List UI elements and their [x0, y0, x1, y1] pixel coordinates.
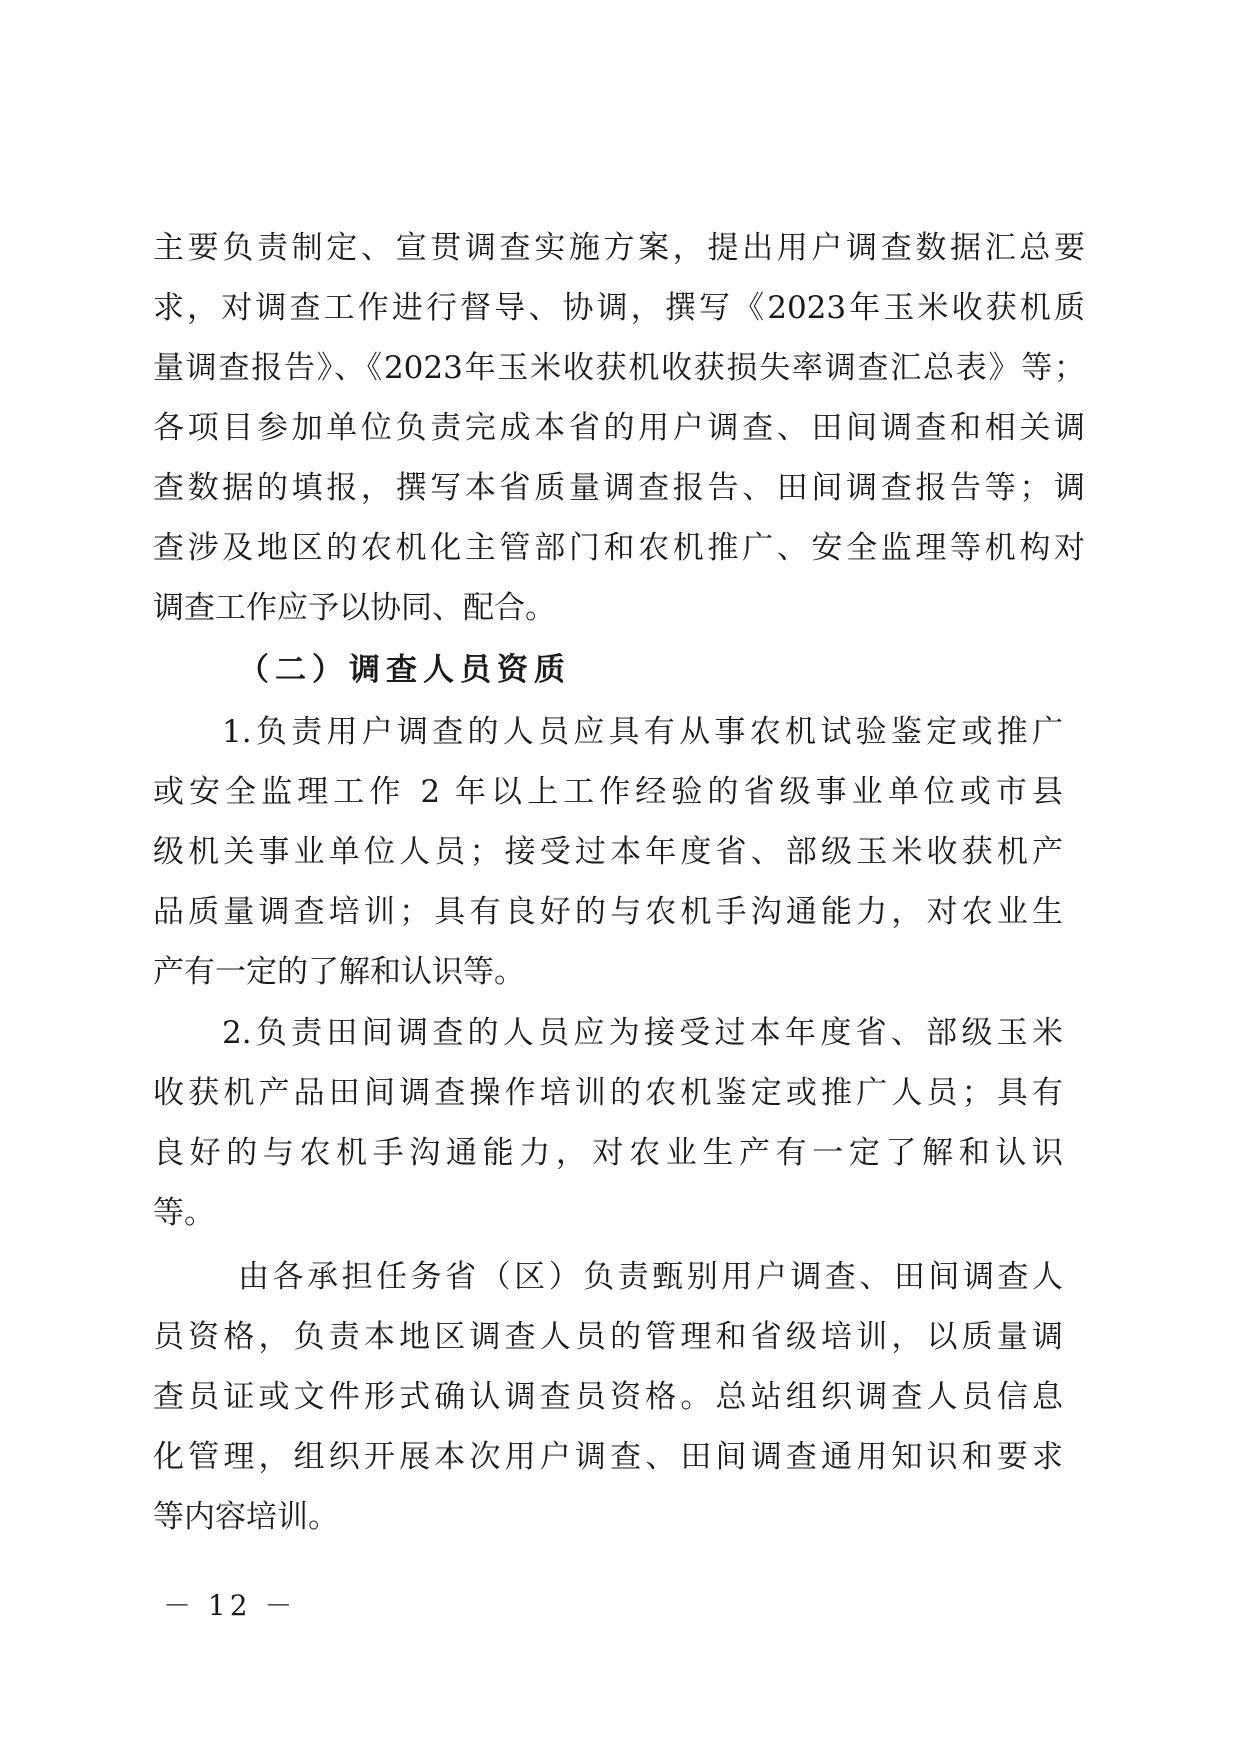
text-line: 等。 [153, 1195, 215, 1231]
text-line: 等内容培训。 [153, 1499, 339, 1535]
section-heading: （二）调查人员资质 [238, 652, 571, 688]
text-line: 各项目参加单位负责完成本省的用户调查、田间调查和相关调 [153, 410, 1085, 446]
text-line: 良好的与农机手沟通能力，对农业生产有一定了解和认识 [153, 1135, 1063, 1171]
text-line: 量调查报告》、《2023年玉米收获机收获损失率调查汇总表》等； [153, 350, 1085, 386]
text-line: 化管理，组织开展本次用户调查、田间调查通用知识和要求 [153, 1439, 1063, 1475]
text-line: 调查工作应予以协同、配合。 [153, 590, 556, 626]
text-line: 品质量调查培训；具有良好的与农机手沟通能力，对农业生 [153, 894, 1063, 930]
text-line: 查涉及地区的农机化主管部门和农机推广、安全监理等机构对 [153, 530, 1085, 566]
text-line: 员资格，负责本地区调查人员的管理和省级培训，以质量调 [153, 1319, 1063, 1355]
text-line: 由各承担任务省（区）负责甄别用户调查、田间调查人 [238, 1259, 1063, 1295]
page-number: － 12 － [163, 1589, 297, 1622]
text-line: 级机关事业单位人员；接受过本年度省、部级玉米收获机产 [153, 834, 1063, 870]
text-line: 或安全监理工作 2 年以上工作经验的省级事业单位或市县 [153, 774, 1063, 810]
text-line: 收获机产品田间调查操作培训的农机鉴定或推广人员；具有 [153, 1075, 1063, 1111]
text-line: 求，对调查工作进行督导、协调，撰写《2023年玉米收获机质 [153, 290, 1085, 326]
text-line: 2.负责田间调查的人员应为接受过本年度省、部级玉米 [222, 1015, 1063, 1051]
text-line: 1.负责用户调查的人员应具有从事农机试验鉴定或推广 [222, 714, 1063, 750]
text-line: 产有一定的了解和认识等。 [153, 954, 525, 990]
text-line: 查数据的填报，撰写本省质量调查报告、田间调查报告等；调 [153, 470, 1085, 506]
text-line: 查员证或文件形式确认调查员资格。总站组织调查人员信息 [153, 1379, 1063, 1415]
text-line: 主要负责制定、宣贯调查实施方案，提出用户调查数据汇总要 [153, 230, 1085, 266]
